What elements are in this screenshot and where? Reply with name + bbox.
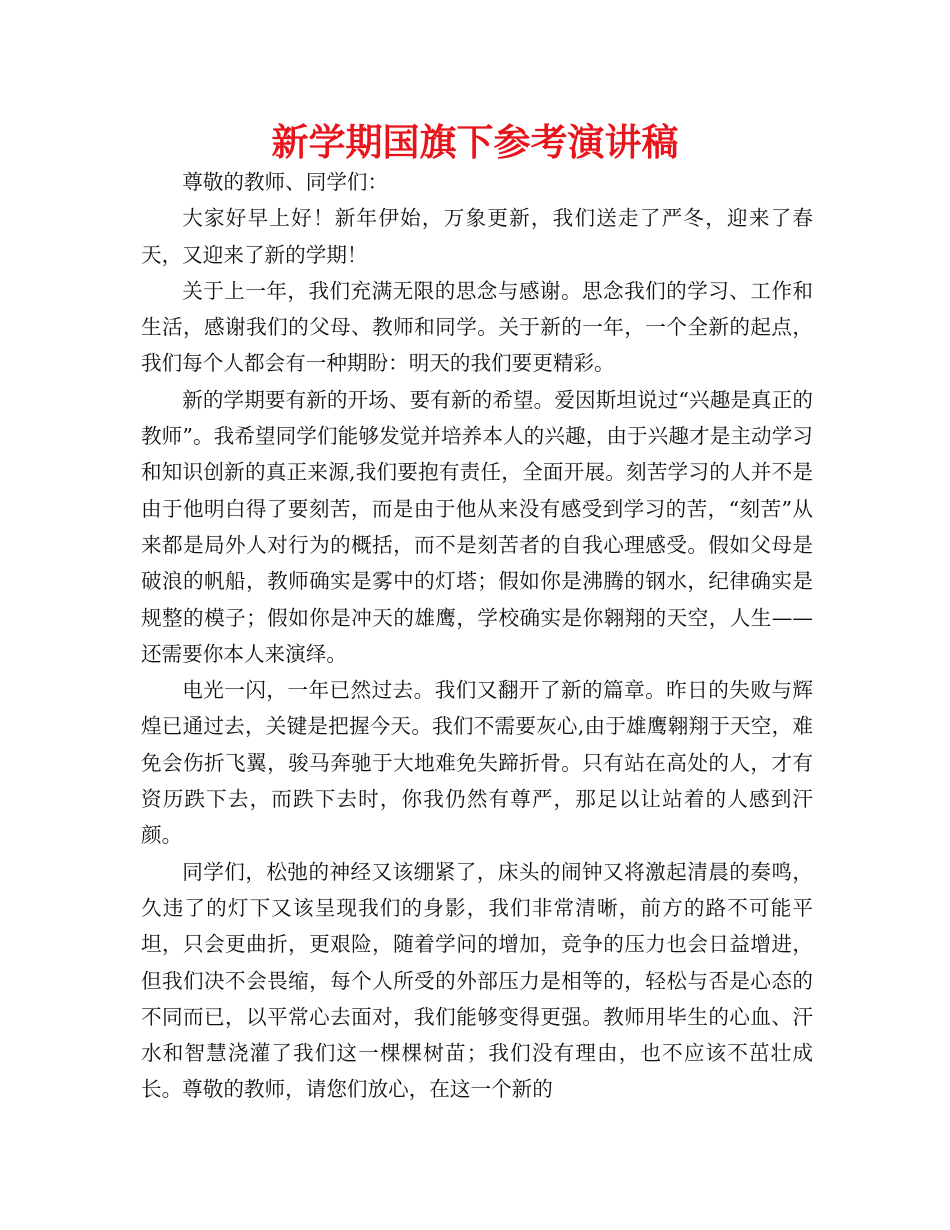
paragraph: 关于上一年，我们充满无限的思念与感谢。思念我们的学习、工作和生活，感谢我们的父母、教师和同学。关于新的一年，一个全新的起点，我们每个人都会有一种期盼：明天的我们要更精彩。: [141, 278, 813, 376]
page-title: 新学期国旗下参考演讲稿: [271, 121, 679, 164]
paragraph: 电光一闪，一年已然过去。我们又翻开了新的篇章。昨日的失败与辉煌已通过去，关键是把握今天。我们不需要灰心,由于雄鹰翱翔于天空，难免会伤折飞翼，骏马奔驰于大地难免失蹄折骨。只有站在高处的人，才有资历跌下去，而跌下去时，你我仍然有尊严，那足以让站着的人感到汗颜。: [141, 678, 813, 848]
paragraph: 新的学期要有新的开场、要有新的希望。爱因斯坦说过“兴趣是真正的教师”。我希望同学们能够发觉并培养本人的兴趣，由于兴趣才是主动学习和知识创新的真正来源,我们要抱有责任，全面开展。刻苦学习的人并不是由于他明白得了要刻苦，而是由于他从来没有感受到学习的苦，“刻苦”从来都是局外人对行为的概括，而不是刻苦者的自我心理感受。假如父母是破浪的帆船，教师确实是雾中的灯塔；假如你是沸腾的钢水，纪律确实是规整的模子；假如你是冲天的雄鹰，学校确实是你翱翔的天空，人生——还需要你本人来演绎。: [141, 387, 813, 666]
speech-body: [141, 164, 813, 1108]
paragraph: 同学们，松弛的神经又该绷紧了，床头的闹钟又将激起清晨的奏鸣，久违了的灯下又该呈现我们的身影，我们非常清晰，前方的路不可能平坦，只会更曲折，更艰险，随着学问的增加，竞争的压力也会日益增进，但我们决不会畏缩，每个人所受的外部压力是相等的，轻松与否是心态的不同而已，以平常心去面对，我们能够变得更强。教师用毕生的心血、汗水和智慧浇灌了我们这一棵棵树苗；我们没有理由，也不应该不茁壮成长。尊敬的教师，请您们放心，在这一个新的: [141, 859, 813, 1102]
paragraph: 大家好早上好！新年伊始，万象更新，我们送走了严冬，迎来了春天，又迎来了新的学期！: [141, 206, 813, 267]
salutation: 尊敬的教师、同学们：: [182, 170, 389, 194]
